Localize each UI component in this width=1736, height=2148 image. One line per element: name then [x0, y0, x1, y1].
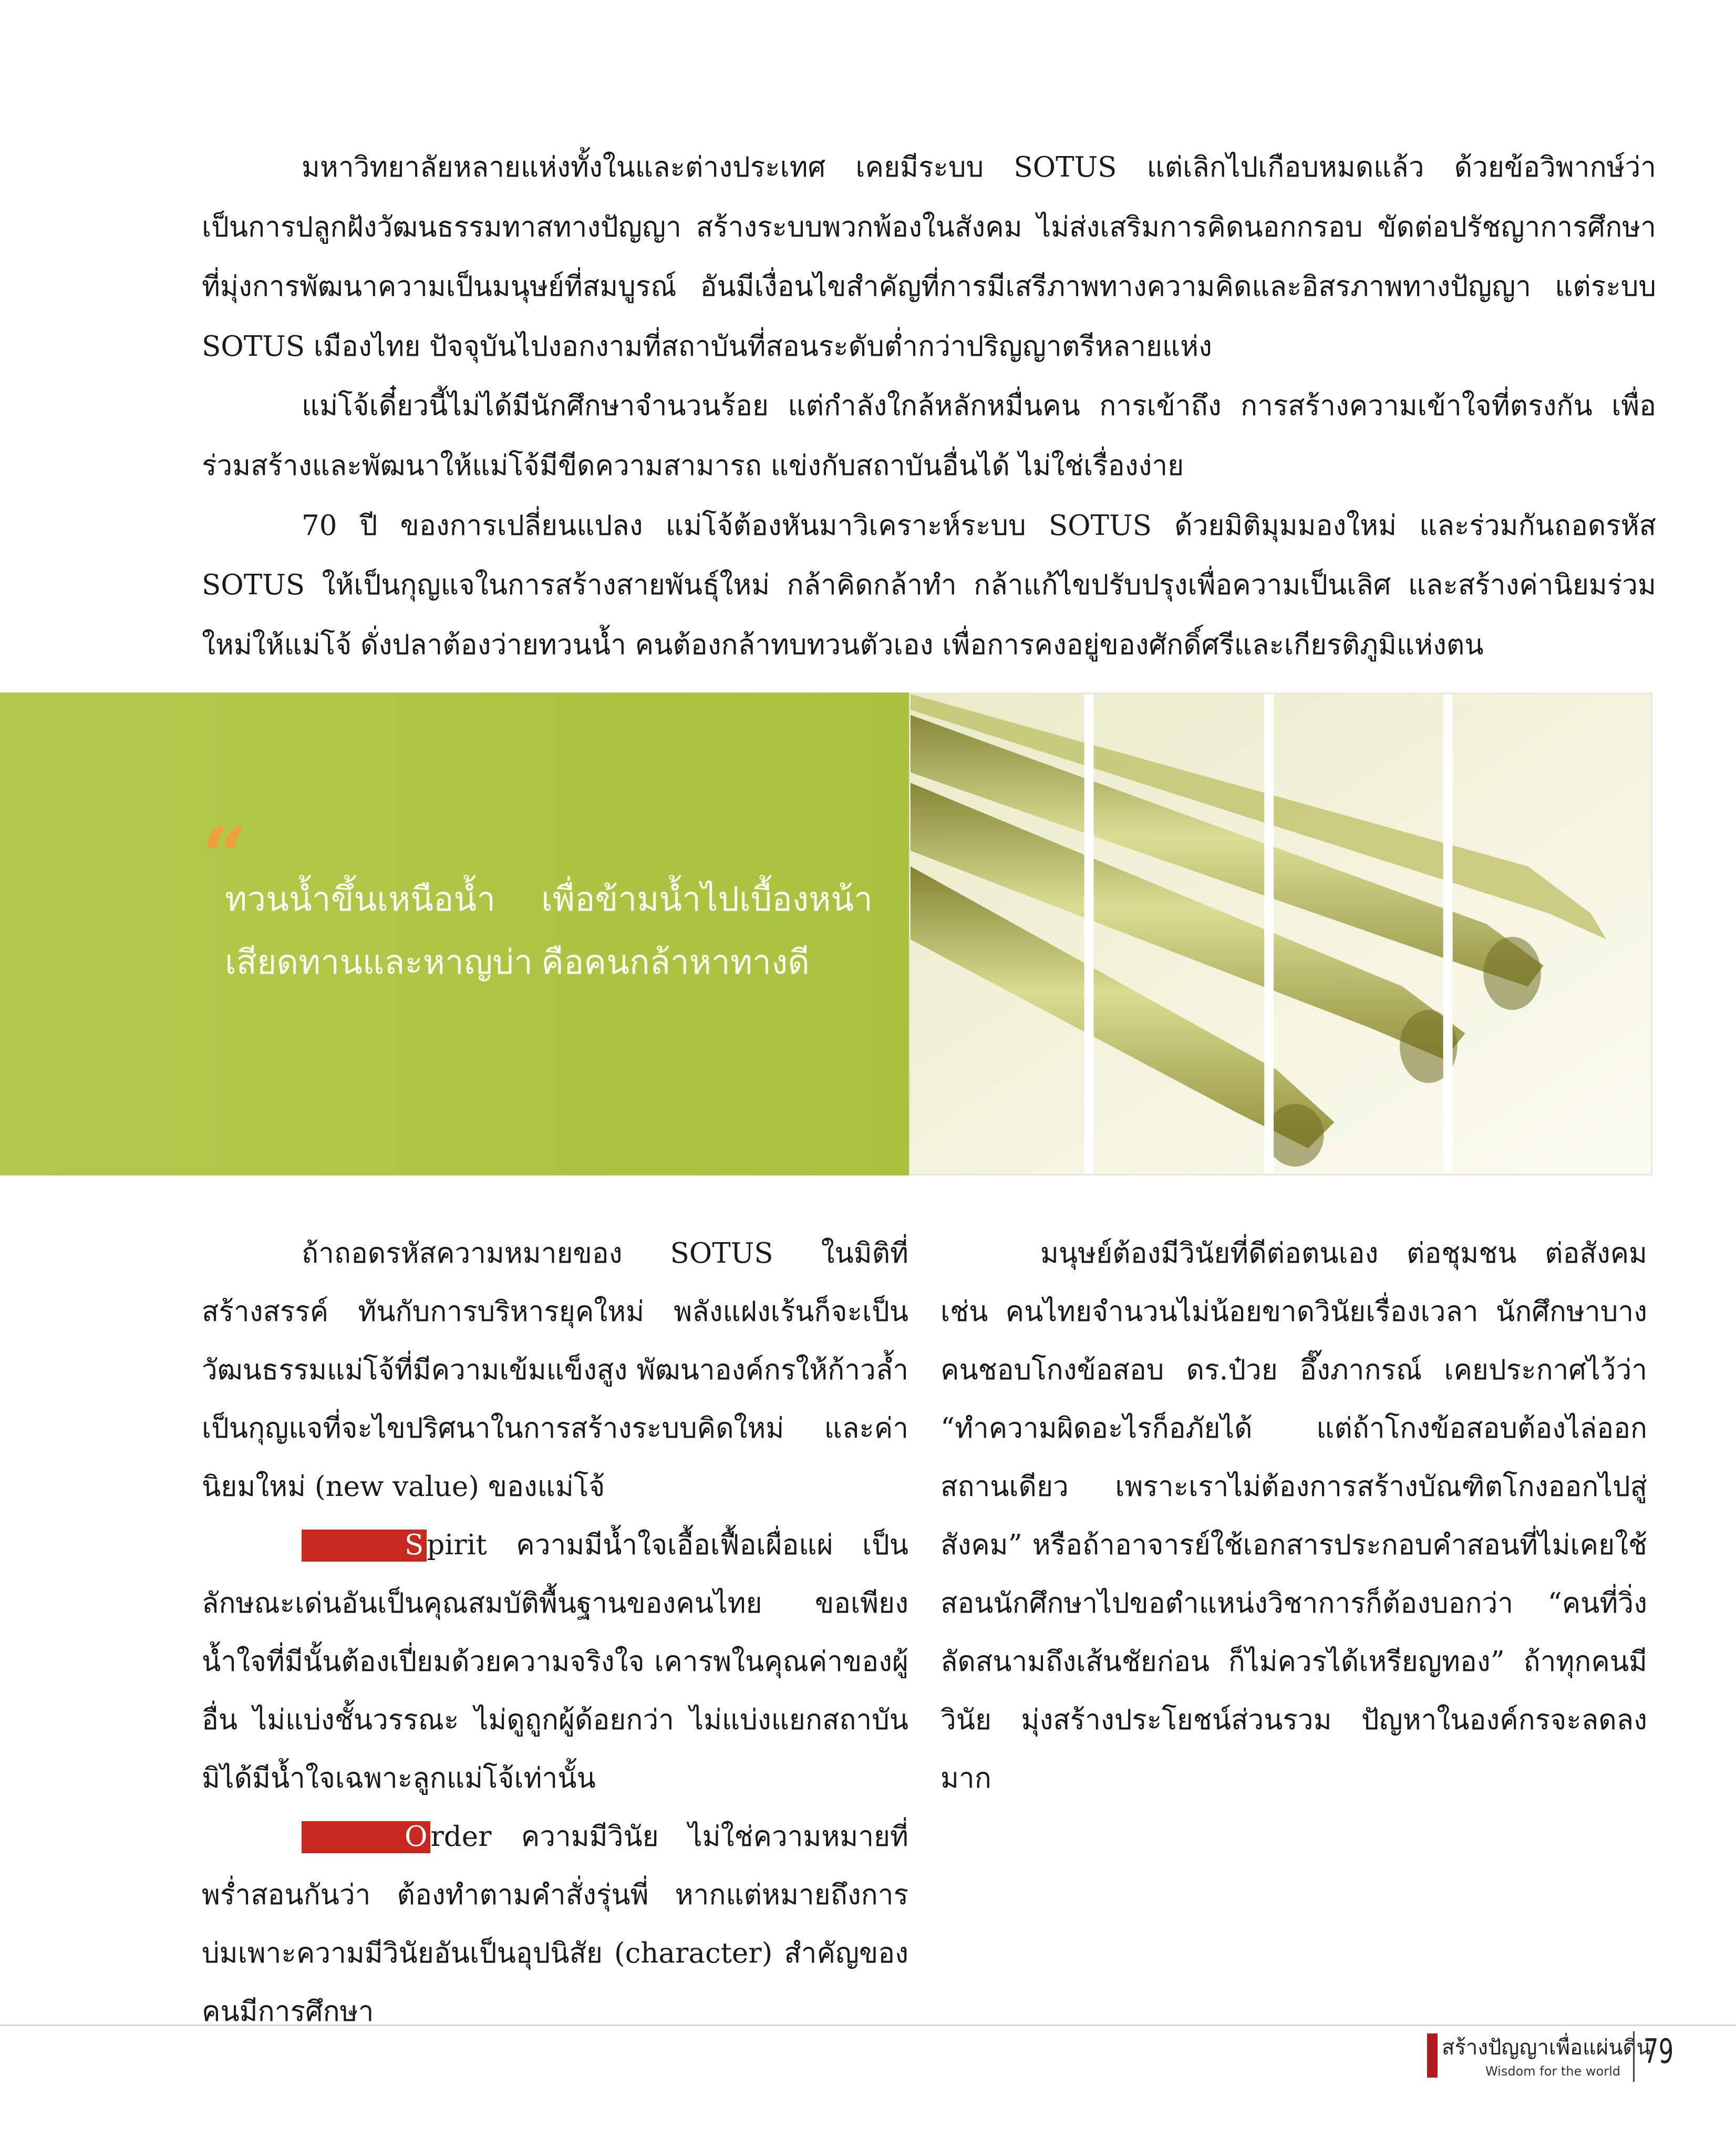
footer-accent-bar: [1427, 2033, 1438, 2078]
footer-rule: [1633, 2031, 1635, 2082]
quote-line-2a: เสียดทานและหาญบ่า: [225, 943, 533, 982]
footer-divider: [0, 2025, 1736, 2026]
intro-text: [202, 138, 1656, 675]
right-column: [941, 1224, 1647, 1808]
quote-mark-icon: “: [202, 810, 247, 903]
left-paragraph-1: ถ้าถอดรหัสความหมายของ SOTUS ในมิติที่สร้างสรรค์ ทันกับการบริหารยุคใหม่ พลังแฝงเร้นก็จะเป็นวัฒนธรรมแม่โจ้ที่มีความเข้มแข็งสูง พัฒนาองค์กรให้ก้าวล้ำ เป็นกุญแจที่จะไขปริศนาในการสร้างระบบคิดใหม่ และค่านิยมใหม่ (new value) ของแม่โจ้: [202, 1237, 908, 1503]
right-paragraph-1: มนุษย์ต้องมีวินัยที่ดีต่อตนเอง ต่อชุมชน ต่อสังคม เช่น คนไทยจำนวนไม่น้อยขาดวินัยเรื่องเวลา นักศึกษาบางคนชอบโกงข้อสอบ ดร.ป๋วย อึ๊งภากรณ์ เคยประกาศไว้ว่า “ทำความผิดอะไรก็อภัยได้ แต่ถ้าโกงข้อสอบต้องไล่ออกสถานเดียว เพราะเราไม่ต้องการสร้างบัณฑิตโกงออกไปสู่สังคม” หรือถ้าอาจารย์ใช้เอกสารประกอบคำสอนที่ไม่เคยใช้สอนนักศึกษาไปขอตำแหน่งวิชาการก็ต้องบอกว่า “คนที่วิ่งลัดสนามถึงเส้นชัยก่อน ก็ไม่ควรได้เหรียญทอง” ถ้าทุกคนมีวินัย มุ่งสร้างประโยชน์ส่วนรวม ปัญหาในองค์กรจะลดลงมาก: [941, 1237, 1647, 1794]
order-initial: O: [302, 1821, 430, 1853]
intro-paragraph-1: มหาวิทยาลัยหลายแห่งทั้งในและต่างประเทศ เคยมีระบบ SOTUS แต่เลิกไปเกือบหมดแล้ว ด้วยข้อวิพากษ์ว่า เป็นการปลูกฝังวัฒนธรรมทาสทางปัญญา สร้างระบบพวกพ้องในสังคม ไม่ส่งเสริมการคิดนอกกรอบ ขัดต่อปรัชญาการศึกษาที่มุ่งการพัฒนาความเป็นมนุษย์ที่สมบูรณ์ อันมีเงื่อนไขสำคัญที่การมีเสรีภาพทางความคิดและอิสรภาพทางปัญญา แต่ระบบ SOTUS เมืองไทย ปัจจุบันไปงอกงามที่สถาบันที่สอนระดับต่ำกว่าปริญญาตรีหลายแห่ง: [202, 151, 1656, 363]
footer-title: สร้างปัญญาเพื่อแผ่นดิน: [1442, 2036, 1651, 2060]
intro-paragraph-3: 70 ปี ของการเปลี่ยนแปลง แม่โจ้ต้องหันมาวิเคราะห์ระบบ SOTUS ด้วยมิติมุมมองใหม่ และร่วมกันถอดรหัส SOTUS ให้เป็นกุญแจในการสร้างสายพันธุ์ใหม่ กล้าคิดกล้าทำ กล้าแก้ไขปรับปรุงเพื่อความเป็นเลิศ และสร้างค่านิยมร่วมใหม่ให้แม่โจ้ ดั่งปลาต้องว่ายทวนน้ำ คนต้องกล้าทบทวนตัวเอง เพื่อการคงอยู่ของศักดิ์ศรีและเกียรติภูมิแห่งตน: [202, 509, 1656, 661]
left-column: [202, 1224, 908, 2041]
spirit-text: pirit ความมีน้ำใจเอื้อเฟื้อเผื่อแผ่ เป็นลักษณะเด่นอันเป็นคุณสมบัติพื้นฐานของคนไทย ขอเพียงน้ำใจที่มีนั้นต้องเปี่ยมด้วยความจริงใจ เคารพในคุณค่าของผู้อื่น ไม่แบ่งชั้นวรรณะ ไม่ดูถูกผู้ด้อยกว่า ไม่แบ่งแยกสถาบัน มิได้มีน้ำใจเฉพาะลูกแม่โจ้เท่านั้น: [202, 1529, 908, 1794]
quote-line-1a: ทวนน้ำขึ้นเหนือน้ำ: [225, 880, 495, 919]
quote-line-1b: เพื่อข้ามน้ำไปเบื้องหน้า: [541, 880, 873, 919]
page-number: 79: [1644, 2032, 1674, 2071]
order-text: rder ความมีวินัย ไม่ใช่ความหมายที่พร่ำสอนกันว่า ต้องทำตามคำสั่งรุ่นพี่ หากแต่หมายถึงการบ่มเพาะความมีวินัยอันเป็นอุปนิสัย (character) สำคัญของคนมีการศึกษา: [202, 1821, 908, 2028]
footer-subtitle: Wisdom for the world: [1485, 2064, 1620, 2079]
order-paragraph: [202, 1808, 908, 2041]
quote-line-2b: คือคนกล้าหาทางดี: [541, 943, 810, 982]
spirit-paragraph: [202, 1516, 908, 1808]
intro-paragraph-2: แม่โจ้เดี๋ยวนี้ไม่ได้มีนักศึกษาจำนวนร้อย แต่กำลังใกล้หลักหมื่นคน การเข้าถึง การสร้างความเข้าใจที่ตรงกัน เพื่อร่วมสร้างและพัฒนาให้แม่โจ้มีขีดความสามารถ แข่งกับสถาบันอื่นได้ ไม่ใช่เรื่องง่าย: [202, 390, 1656, 482]
spirit-initial: S: [302, 1530, 427, 1562]
bamboo-photo: [909, 693, 1652, 1175]
bamboo-photo-icon: [911, 694, 1651, 1174]
